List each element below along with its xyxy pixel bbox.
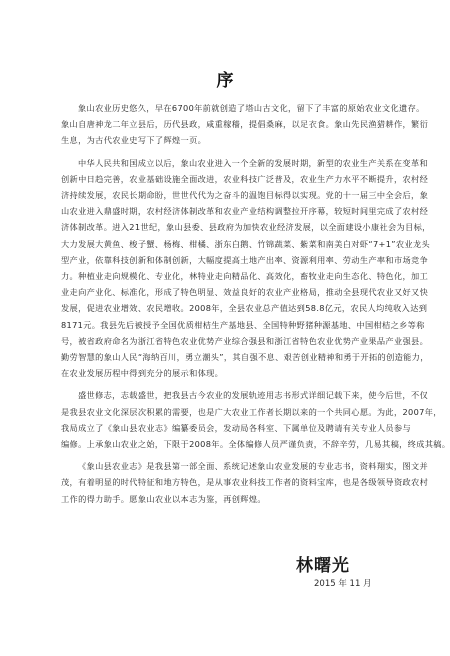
text-line: 编修。上承象山农业之始，下限于2008年。全体编修人员严谨负责，不辞辛劳，几易其稿，终成其稿。: [61, 439, 450, 450]
text-line: 发展，促进农业增效、农民增收。2008年，全县农业总产值达到58.8亿元，农民人均纯收入达到: [61, 303, 428, 314]
text-line: 象山自唐神龙二年立县后，历代县政，咸重稼穑，提倡桑麻，以足衣食。象山先民渔猎耕作，繁衍: [61, 119, 429, 130]
text-line: 济持续发展，农民长期命盼，世世代代为之奋斗的温饱目标得以实现。党的十一届三中全会后，象: [61, 190, 429, 201]
author-signature: 林曙光: [296, 556, 350, 576]
paragraph-1: [61, 100, 429, 149]
text-line: 《象山县农业志》是我县第一部全面、系统记述象山农业发展的专业志书，资料翔实，图文并: [78, 461, 429, 472]
page-title: 序: [216, 71, 234, 91]
text-line: 济体制改革。进入21世纪，象山县委、县政府为加快农业经济发展，以全面建设小康社会为目标，: [61, 222, 431, 233]
text-line: 生息，为古代农业史写下了辉煌一页。: [61, 135, 207, 146]
text-line: 象山农业历史悠久，早在6700年前就创造了塔山古文化，留下了丰富的原始农业文化遗存。: [78, 103, 425, 113]
text-line: 中华人民共和国成立以后，象山农业进入一个全新的发展时期，新型的农业生产关系在变革和: [78, 157, 429, 168]
signature-date: 2015 年 11 月: [314, 579, 372, 589]
text-line: 勤劳智慧的象山人民“海纳百川，勇立潮头”，其自强不息、艰苦创业精神和勇于开拓的创造能力，: [61, 352, 429, 363]
text-line: 工作的得力助手。愿象山农业以本志为鉴，再创辉煌。: [61, 493, 266, 504]
text-line: 业走向产业化、标准化，形成了特色明显、效益良好的农业产业格局，推动全县现代农业又好又快: [61, 287, 429, 298]
text-line: 大力发展大黄鱼、梭子蟹、杨梅、柑橘、浙东白鹅、竹锦蔬菜、紫菜和南美白对虾“7+1”农业龙头: [61, 238, 431, 249]
text-line: 力。种植业走向规模化、专业化，林特业走向精品化、高效化，畜牧业走向生态化、特色化，加工: [61, 271, 429, 282]
preface-body: [61, 100, 450, 507]
text-line: 山农业进入鼎盛时期，农村经济体制改革和农业产业结构调整拉开序幕，较短时间里完成了农村经: [61, 206, 429, 217]
paragraph-3: [61, 387, 450, 452]
text-line: 是我县农业文化深层次积累的需要，也是广大农业工作者长期以来的一个共同心愿。为此，2007年，: [61, 406, 442, 417]
text-line: 型产业，依靠科技创新和体制创新，大幅度提高土地产出率、资源利用率、劳动生产率和市场竞争: [61, 254, 429, 265]
text-line: 8171元。我县先后被授予全国优质柑桔生产基地县、全国特种野猪种源基地、中国柑桔之乡等称: [61, 319, 425, 330]
paragraph-2: [61, 155, 431, 382]
text-line: 号，被省政府命名为浙江省特色农业优势产业综合强县和浙江省特色农业优势产业果品产业强县。: [61, 335, 429, 346]
text-line: 我局成立了《象山县农业志》编纂委员会，发动局各科室、下属单位及聘请有关专业人员参与: [61, 422, 412, 433]
text-line: 在农业发展历程中得到充分的展示和体现。: [61, 368, 224, 379]
text-line: 创新中日趋完善，农业基础设施全面改进，农业科技广泛普及，农业生产力水平不断提升，农村经: [61, 173, 429, 184]
text-line: 茂，有着明显的时代特征和地方特色，是从事农业科技工作者的资料宝库，也是各级领导资政农村: [61, 477, 429, 488]
paragraph-4: [61, 458, 429, 507]
text-line: 盛世修志，志载盛世，把我县古今农业的发展轨迹用志书形式详细记载下来，使今后世，不仅: [78, 390, 429, 401]
